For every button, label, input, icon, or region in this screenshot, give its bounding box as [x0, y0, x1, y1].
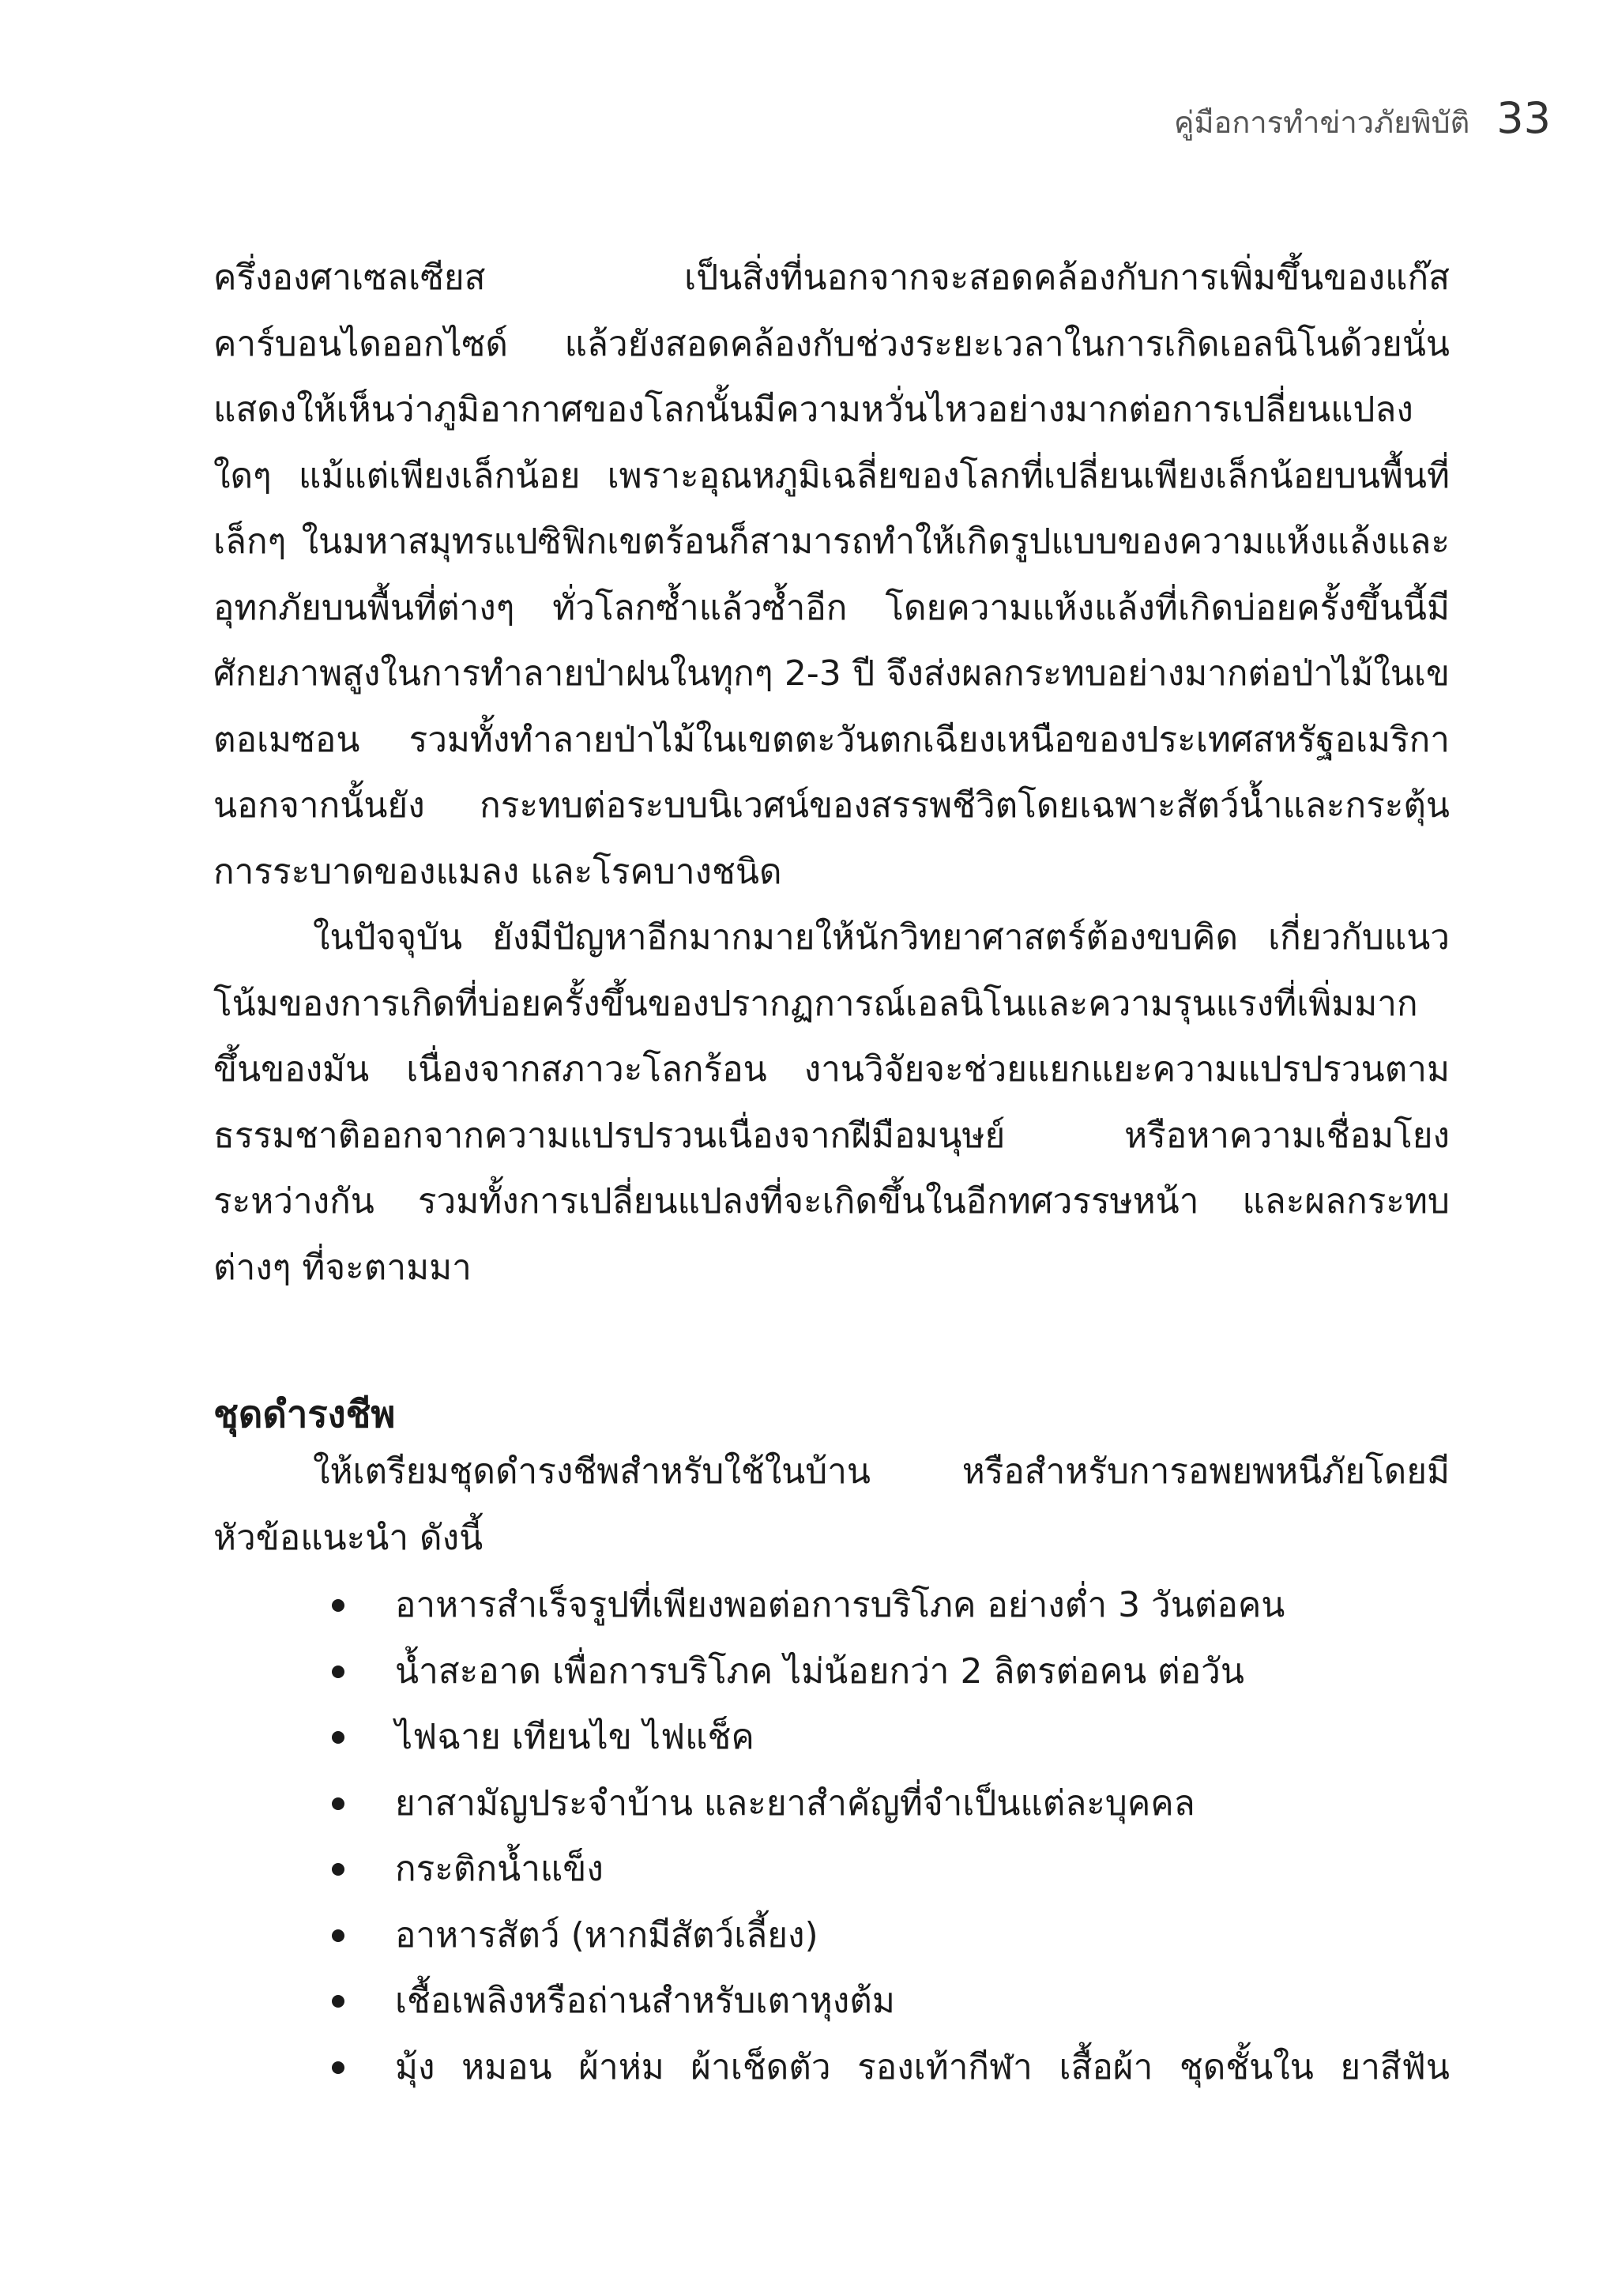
bullet-icon — [332, 1666, 344, 1678]
list-item-text: ไฟฉาย เทียนไข ไฟแช็ค — [395, 1717, 754, 1757]
bullet-icon — [332, 1863, 344, 1876]
list-item-text: กระติกน้ำแข็ง — [395, 1849, 604, 1889]
list-item-text: อาหารสัตว์ (หากมีสัตว์เลี้ยง) — [395, 1914, 818, 1955]
bullet-icon — [332, 1599, 344, 1612]
bullet-icon — [332, 1995, 344, 2008]
running-title: คู่มือการทำข่าวภัยพิบัติ — [1174, 105, 1470, 140]
list-item — [213, 1704, 1450, 1771]
list-item — [213, 1836, 1450, 1903]
body-paragraph-1: ครึ่งองศาเซลเซียส เป็นสิ่งที่นอกจากจะสอดคล้องกับการเพิ่มขึ้นของแก๊สคาร์บอนไดออกไซด์ แล้วยังสอดคล้องกับช่วงระยะเวลาในการเกิดเอลนิโนด้วยนั่นแสดงให้เห็นว่าภูมิอากาศของโลกนั้นมีความหวั่นไหวอย่างมากต่อการเปลี่ยนแปลงใดๆ แม้แต่เพียงเล็กน้อย เพราะอุณหภูมิเฉลี่ยของโลกที่เปลี่ยนเพียงเล็กน้อยบนพื้นที่เล็กๆ ในมหาสมุทรแปซิฟิกเขตร้อนก็สามารถทำให้เกิดรูปแบบของความแห้งแล้งและอุทกภัยบนพื้นที่ต่างๆ ทั่วโลกซ้ำแล้วซ้ำอีก โดยความแห้งแล้งที่เกิดบ่อยครั้งขึ้นนี้มีศักยภาพสูงในการทำลายป่าฝนในทุกๆ 2-3 ปี จึงส่งผลกระทบอย่างมากต่อป่าไม้ในเขตอเมซอน รวมทั้งทำลายป่าไม้ในเขตตะวันตกเฉียงเหนือของประเทศสหรัฐอเมริกา นอกจากนั้นยัง กระทบต่อระบบนิเวศน์ของสรรพชีวิตโดยเฉพาะสัตว์น้ำและกระตุ้นการระบาดของแมลง และโรคบางชนิด — [213, 258, 1450, 892]
section-heading: ชุดดำรงชีพ — [213, 1393, 396, 1436]
body-paragraph-2: ในปัจจุบัน ยังมีปัญหาอีกมากมายให้นักวิทยาศาสตร์ต้องขบคิด เกี่ยวกับแนวโน้มของการเกิดที่บ่อยครั้งขึ้นของปรากฏการณ์เอลนิโนและความรุนแรงที่เพิ่มมากขึ้นของมัน เนื่องจากสภาวะโลกร้อน งานวิจัยจะช่วยแยกแยะความแปรปรวนตามธรรมชาติออกจากความแปรปรวนเนื่องจากฝีมือมนุษย์ หรือหาความเชื่อมโยงระหว่างกัน รวมทั้งการเปลี่ยนแปลงที่จะเกิดขึ้นในอีกทศวรรษหน้า และผลกระทบต่างๆ ที่จะตามมา — [213, 917, 1450, 1288]
list-item — [213, 1572, 1450, 1639]
list-item-text: เชื้อเพลิงหรือถ่านสำหรับเตาหุงต้ม — [395, 1981, 895, 2021]
list-item — [213, 1639, 1450, 1705]
page-content — [213, 245, 1450, 2100]
list-item-text: ยาสามัญประจำบ้าน และยาสำคัญที่จำเป็นแต่ละบุคคล — [395, 1782, 1195, 1824]
bullet-icon — [332, 1929, 344, 1942]
list-item-text: มุ้ง หมอน ผ้าห่ม ผ้าเช็ดตัว รองเท้ากีฬา เสื้อผ้า ชุดชั้นใน ยาสีฟัน — [395, 2046, 1450, 2087]
list-item — [213, 2034, 1450, 2101]
list-item-text: อาหารสำเร็จรูปที่เพียงพอต่อการบริโภค อย่างต่ำ 3 วันต่อคน — [395, 1585, 1285, 1625]
list-item-text: น้ำสะอาด เพื่อการบริโภค ไม่น้อยกว่า 2 ลิตรต่อคน ต่อวัน — [395, 1650, 1244, 1692]
section-intro: ให้เตรียมชุดดำรงชีพสำหรับใช้ในบ้าน หรือสำหรับการอพยพหนีภัยโดยมีหัวข้อแนะนำ ดังนี้ — [213, 1451, 1450, 1558]
page-number: 33 — [1496, 93, 1551, 143]
bullet-icon — [332, 1797, 344, 1810]
bullet-icon — [332, 1731, 344, 1744]
bullet-icon — [332, 2061, 344, 2074]
list-item — [213, 1968, 1450, 2034]
list-item — [213, 1771, 1450, 1837]
running-header — [1174, 93, 1551, 146]
supply-list — [213, 1572, 1450, 2100]
list-item — [213, 1903, 1450, 1969]
